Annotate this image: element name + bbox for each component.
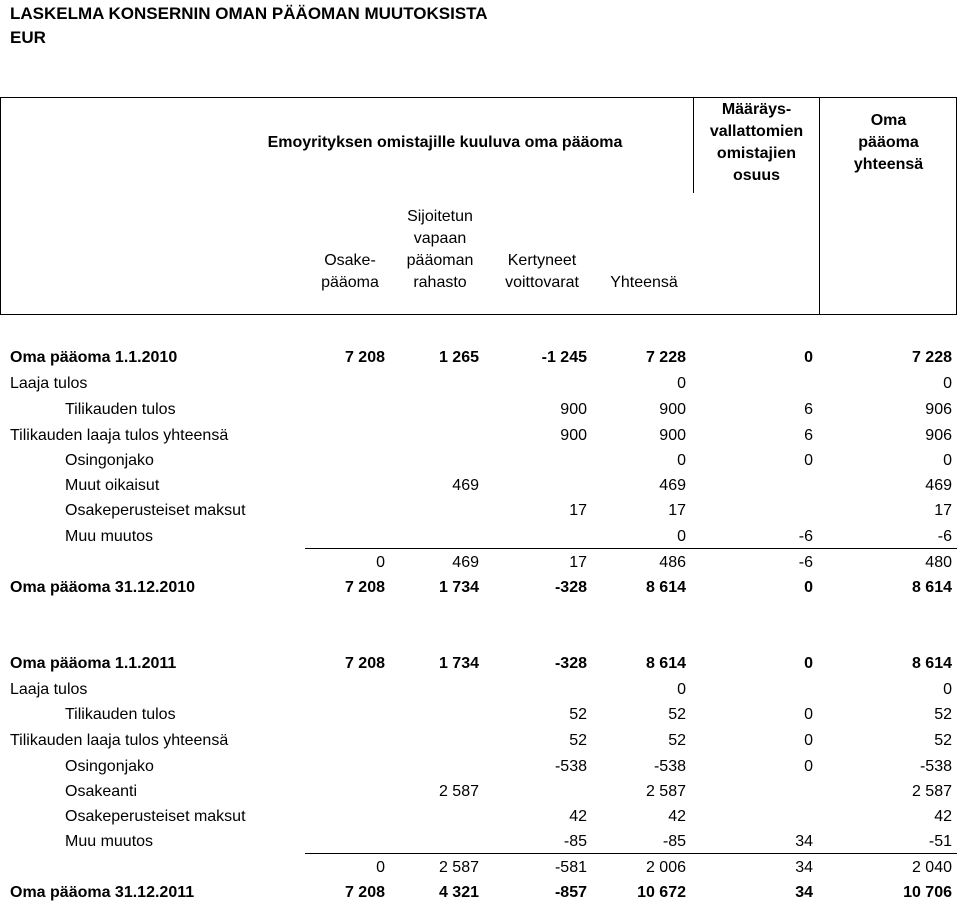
col-header-share-capital: Osake- pääoma xyxy=(321,252,379,291)
total-equity-header: Oma pääoma yhteensä xyxy=(853,112,924,173)
table-row: Laaja tulos 0 0 xyxy=(10,375,952,392)
subtotal-row: 0 2 587 -581 2 006 34 2 040 xyxy=(376,859,952,876)
report-currency: EUR xyxy=(10,28,46,47)
table-row: Osingonjako -538 -538 0 -538 xyxy=(65,758,952,775)
table-row: Laaja tulos 0 0 xyxy=(10,681,952,698)
table-row: Tilikauden tulos 900 900 6 906 xyxy=(65,401,952,418)
report-title-line-1: LASKELMA KONSERNIN OMAN PÄÄOMAN MUUTOKSISTA xyxy=(10,4,488,23)
table-row: Osakeanti 2 587 2 587 2 587 xyxy=(65,783,952,800)
closing-balance-row: Oma pääoma 31.12.2011 7 208 4 321 -857 10 672 34 10 706 xyxy=(10,884,952,901)
table-row: Muu muutos 0 -6 -6 xyxy=(65,528,952,545)
col-header-retained-earnings: Kertyneet voittovarat xyxy=(505,252,579,291)
subtotal-rule xyxy=(305,548,957,549)
table-row: Tilikauden tulos 52 52 0 52 xyxy=(65,706,952,723)
minority-interest-header: Määräys- vallattomien omistajien osuus xyxy=(709,101,804,184)
subtotal-row: 0 469 17 486 -6 480 xyxy=(376,554,952,571)
col-header-total: Yhteensä xyxy=(610,274,678,291)
report-title xyxy=(10,2,488,50)
group-header: Emoyrityksen omistajille kuuluva oma pääoma xyxy=(267,134,623,151)
subtotal-rule xyxy=(305,853,957,854)
table-row: Tilikauden laaja tulos yhteensä 52 52 0 52 xyxy=(10,732,952,749)
table-row: Osakeperusteiset maksut 17 17 17 xyxy=(65,502,952,519)
table-row: Muu muutos -85 -85 34 -51 xyxy=(65,833,952,850)
table-row: Osingonjako 0 0 0 xyxy=(65,452,952,469)
opening-balance-row: Oma pääoma 1.1.2010 7 208 1 265 -1 245 7 228 0 7 228 xyxy=(10,349,952,366)
opening-balance-row: Oma pääoma 1.1.2011 7 208 1 734 -328 8 614 0 8 614 xyxy=(10,655,952,672)
col-header-fund: Sijoitetun vapaan pääoman rahasto xyxy=(406,208,474,291)
table-row: Muut oikaisut 469 469 469 xyxy=(65,477,952,494)
table-row: Osakeperusteiset maksut 42 42 42 xyxy=(65,808,952,825)
closing-balance-row: Oma pääoma 31.12.2010 7 208 1 734 -328 8 614 0 8 614 xyxy=(10,579,952,596)
table-row: Tilikauden laaja tulos yhteensä 900 900 6 906 xyxy=(10,427,952,444)
